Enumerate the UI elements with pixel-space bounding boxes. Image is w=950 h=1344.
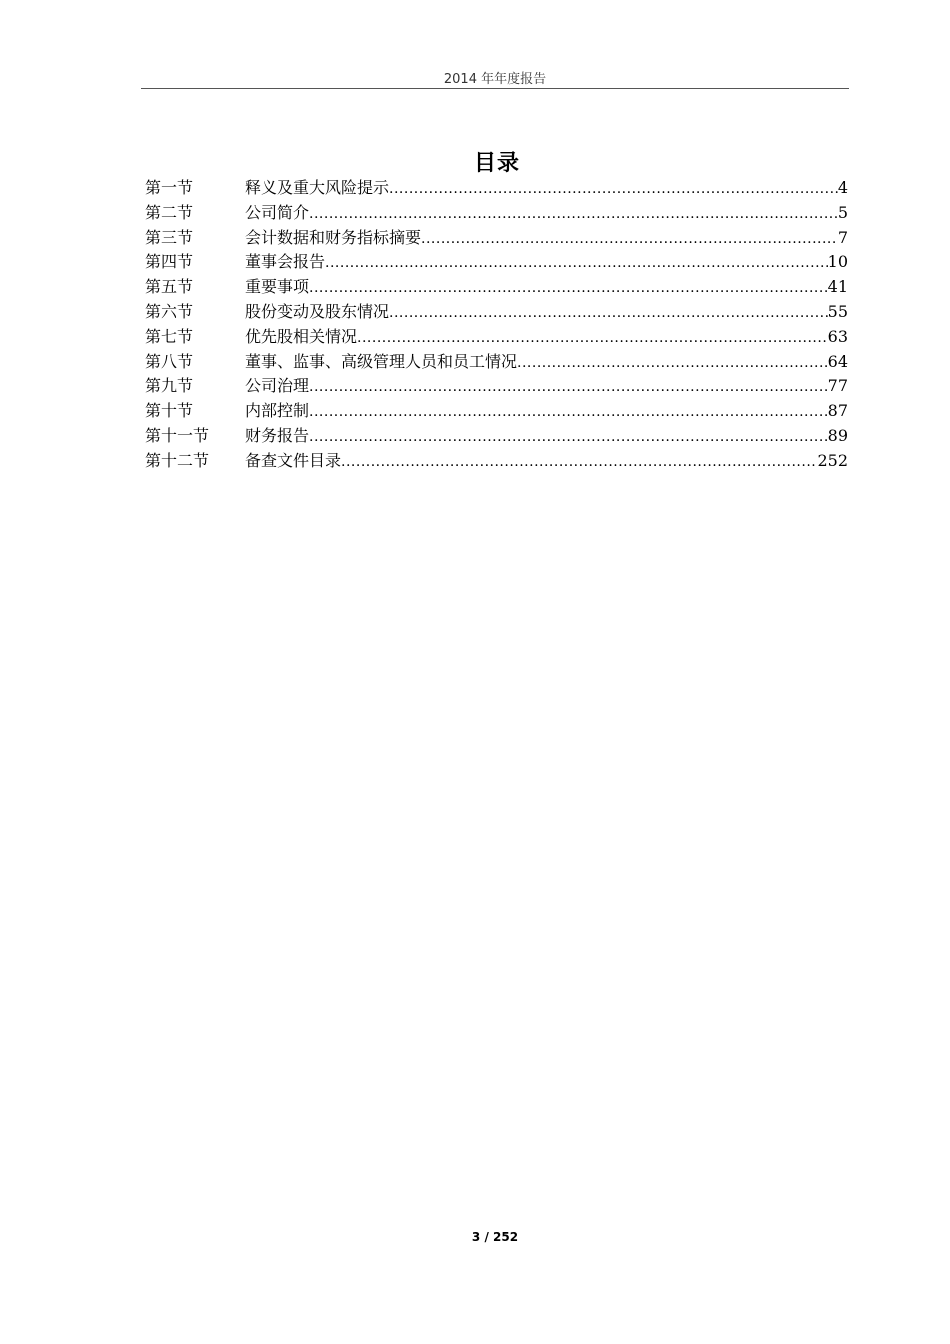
toc-entry[interactable] bbox=[145, 449, 848, 474]
toc-entry[interactable] bbox=[145, 176, 848, 201]
toc-dot-leader bbox=[309, 400, 828, 425]
toc-title: 目录 bbox=[473, 151, 520, 176]
toc-dot-leader bbox=[309, 425, 828, 450]
toc-section-number: 第四节 bbox=[145, 252, 194, 272]
toc-section-title: 重要事项 bbox=[245, 277, 310, 297]
running-header: 2014 年年度报告 bbox=[443, 72, 547, 87]
toc-section-title: 释义及重大风险提示 bbox=[245, 178, 390, 197]
toc-entry[interactable] bbox=[145, 325, 848, 350]
toc-entry[interactable] bbox=[145, 201, 848, 226]
toc-page-number: 5 bbox=[837, 202, 848, 222]
toc-section-title: 股份变动及股东情况 bbox=[245, 301, 390, 321]
toc-entry[interactable] bbox=[145, 399, 848, 424]
toc-section-title: 优先股相关情况 bbox=[245, 326, 358, 346]
toc-section-title: 董事会报告 bbox=[245, 252, 326, 272]
toc-page-number: 64 bbox=[827, 351, 848, 371]
toc-page-number: 10 bbox=[827, 252, 848, 272]
toc-entry[interactable] bbox=[145, 374, 848, 399]
toc-section-number: 第八节 bbox=[145, 351, 194, 371]
toc-entry[interactable] bbox=[145, 250, 848, 275]
toc-section-number: 第十节 bbox=[145, 401, 194, 421]
toc-dot-leader bbox=[421, 227, 838, 252]
toc-entry[interactable] bbox=[145, 350, 848, 375]
toc-page-number: 41 bbox=[827, 277, 848, 297]
toc-dot-leader bbox=[309, 375, 828, 400]
toc-dot-leader bbox=[309, 276, 828, 301]
toc-page-number: 252 bbox=[817, 450, 848, 470]
toc-section-title: 董事、监事、高级管理人员和员工情况 bbox=[245, 351, 518, 371]
toc-section-title: 财务报告 bbox=[245, 425, 310, 445]
toc-dot-leader bbox=[357, 326, 828, 351]
toc-section-title: 会计数据和财务指标摘要 bbox=[245, 227, 422, 247]
toc-section-number: 第九节 bbox=[145, 376, 194, 396]
table-of-contents bbox=[145, 176, 848, 474]
toc-section-title: 公司治理 bbox=[245, 376, 310, 396]
toc-entry[interactable] bbox=[145, 275, 848, 300]
header-divider bbox=[141, 88, 849, 89]
toc-dot-leader bbox=[389, 301, 828, 326]
toc-dot-leader bbox=[309, 202, 838, 227]
toc-entry[interactable] bbox=[145, 300, 848, 325]
toc-section-number: 第二节 bbox=[145, 202, 194, 222]
toc-dot-leader bbox=[325, 251, 828, 276]
toc-page-number: 63 bbox=[827, 326, 848, 346]
toc-section-number: 第五节 bbox=[145, 277, 194, 297]
toc-page-number: 77 bbox=[827, 376, 848, 396]
toc-dot-leader bbox=[341, 450, 817, 475]
toc-section-number: 第三节 bbox=[145, 227, 194, 247]
toc-page-number: 4 bbox=[837, 178, 848, 197]
toc-page-number: 87 bbox=[827, 401, 848, 421]
toc-section-number: 第十二节 bbox=[145, 450, 210, 470]
toc-section-number: 第十一节 bbox=[145, 425, 210, 445]
toc-entry[interactable] bbox=[145, 424, 848, 449]
toc-section-title: 备查文件目录 bbox=[245, 450, 342, 470]
toc-page-number: 7 bbox=[837, 227, 848, 247]
toc-entry[interactable] bbox=[145, 226, 848, 251]
toc-page-number: 55 bbox=[827, 301, 848, 321]
page-number-footer: 3 / 252 bbox=[471, 1230, 519, 1244]
toc-section-title: 内部控制 bbox=[245, 401, 310, 421]
toc-section-number: 第一节 bbox=[145, 178, 194, 197]
toc-section-title: 公司简介 bbox=[245, 202, 310, 222]
toc-section-number: 第六节 bbox=[145, 301, 194, 321]
toc-dot-leader bbox=[389, 177, 838, 202]
toc-section-number: 第七节 bbox=[145, 326, 194, 346]
toc-page-number: 89 bbox=[827, 425, 848, 445]
toc-dot-leader bbox=[517, 351, 828, 376]
